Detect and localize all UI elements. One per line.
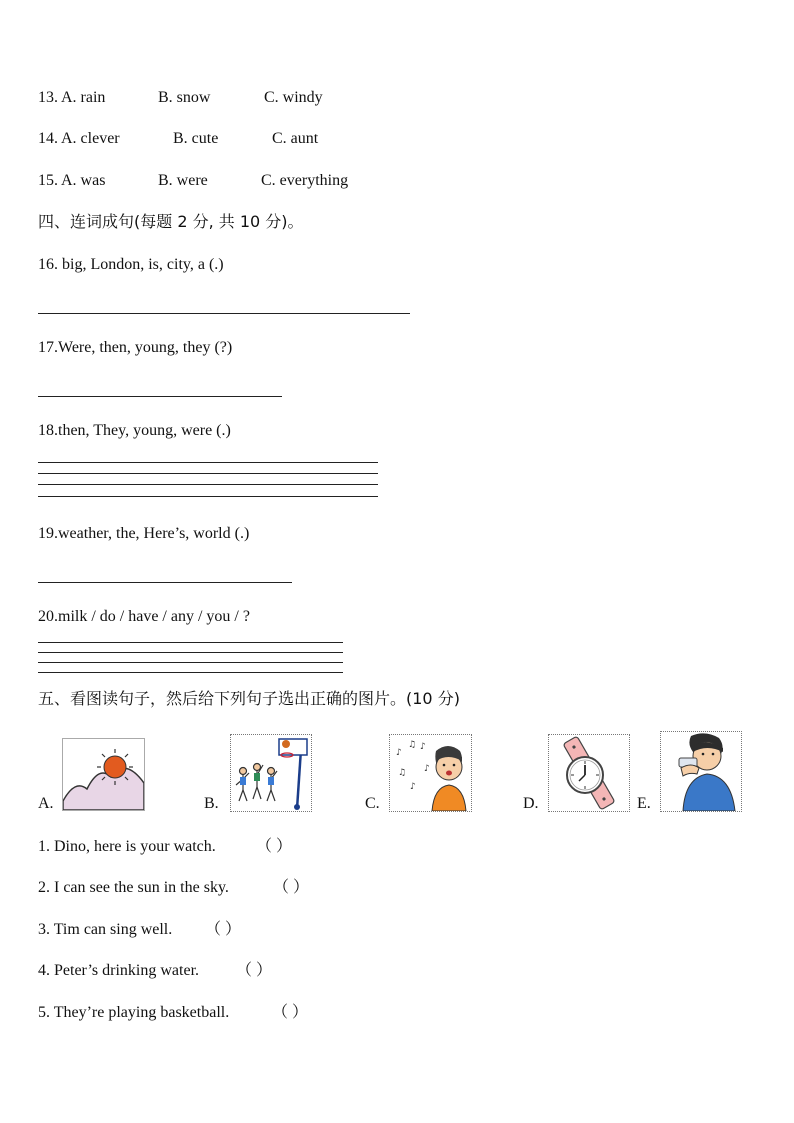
picture-d[interactable]: [548, 734, 630, 812]
sun-over-mountain-icon: [63, 739, 144, 810]
sentence-text: 1. Dino, here is your watch.: [38, 838, 216, 855]
writing-line[interactable]: [38, 652, 343, 653]
writing-line[interactable]: [38, 473, 378, 474]
svg-text:♫: ♫: [398, 768, 407, 778]
section5-heading: 五、看图读句子，然后给下列句子选出正确的图片。(10 分): [38, 689, 460, 708]
sentence-text: 4. Peter’s drinking water.: [38, 962, 200, 979]
answer-parentheses[interactable]: （ ）: [273, 879, 310, 896]
writing-line[interactable]: [38, 496, 378, 497]
writing-line[interactable]: [38, 484, 378, 485]
picture-e[interactable]: [660, 731, 742, 812]
section4-heading: 四、连词成句(每题 2 分, 共 10 分)。: [38, 212, 304, 231]
writing-line[interactable]: [38, 642, 343, 643]
answer-line-16[interactable]: [38, 313, 410, 314]
writing-line[interactable]: [38, 462, 378, 463]
sentence-item-20: 20.milk / do / have / any / you / ?: [38, 608, 250, 625]
question-number: 14.: [38, 130, 58, 147]
wristwatch-icon: [549, 735, 629, 811]
svg-text:♪: ♪: [396, 748, 402, 758]
option-b[interactable]: B. were: [158, 172, 208, 189]
picture-label-c: C.: [365, 795, 380, 812]
svg-text:♪: ♪: [420, 742, 426, 752]
picture-label-b: B.: [204, 795, 219, 812]
option-a[interactable]: A. rain: [61, 89, 106, 106]
writing-line[interactable]: [38, 662, 343, 663]
picture-a[interactable]: [62, 738, 145, 811]
answer-parentheses[interactable]: （ ）: [256, 838, 293, 855]
kids-playing-basketball-icon: [231, 735, 311, 811]
answer-line-19[interactable]: [38, 582, 292, 583]
picture-b[interactable]: [230, 734, 312, 812]
answer-line-17[interactable]: [38, 396, 282, 397]
answer-parentheses[interactable]: （ ）: [236, 962, 273, 979]
answer-parentheses[interactable]: （ ）: [205, 921, 242, 938]
picture-label-e: E.: [637, 795, 651, 812]
question-number: 15.: [38, 172, 58, 189]
answer-parentheses[interactable]: （ ）: [272, 1004, 309, 1021]
sentence-text: 2. I can see the sun in the sky.: [38, 879, 229, 896]
sentence-item-16: 16. big, London, is, city, a (.): [38, 256, 224, 273]
picture-label-d: D.: [523, 795, 539, 812]
svg-text:♪: ♪: [410, 782, 416, 792]
svg-text:♫: ♫: [408, 740, 417, 750]
boy-drinking-icon: [661, 732, 741, 811]
option-a[interactable]: A. was: [61, 172, 106, 189]
sentence-text: 3. Tim can sing well.: [38, 921, 173, 938]
sentence-item-18: 18.then, They, young, were (.): [38, 422, 231, 439]
picture-label-a: A.: [38, 795, 54, 812]
writing-line[interactable]: [38, 672, 343, 673]
sentence-item-19: 19.weather, the, Here’s, world (.): [38, 525, 250, 542]
sentence-text: 5. They’re playing basketball.: [38, 1004, 230, 1021]
option-c[interactable]: C. everything: [261, 172, 349, 189]
option-c[interactable]: C. aunt: [272, 130, 319, 147]
option-b[interactable]: B. cute: [173, 130, 219, 147]
option-b[interactable]: B. snow: [158, 89, 211, 106]
sentence-item-17: 17.Were, then, young, they (?): [38, 339, 233, 356]
question-number: 13.: [38, 89, 58, 106]
option-c[interactable]: C. windy: [264, 89, 323, 106]
boy-singing-icon: [390, 735, 471, 811]
picture-c[interactable]: [389, 734, 472, 812]
svg-text:♪: ♪: [424, 764, 430, 774]
option-a[interactable]: A. clever: [61, 130, 120, 147]
